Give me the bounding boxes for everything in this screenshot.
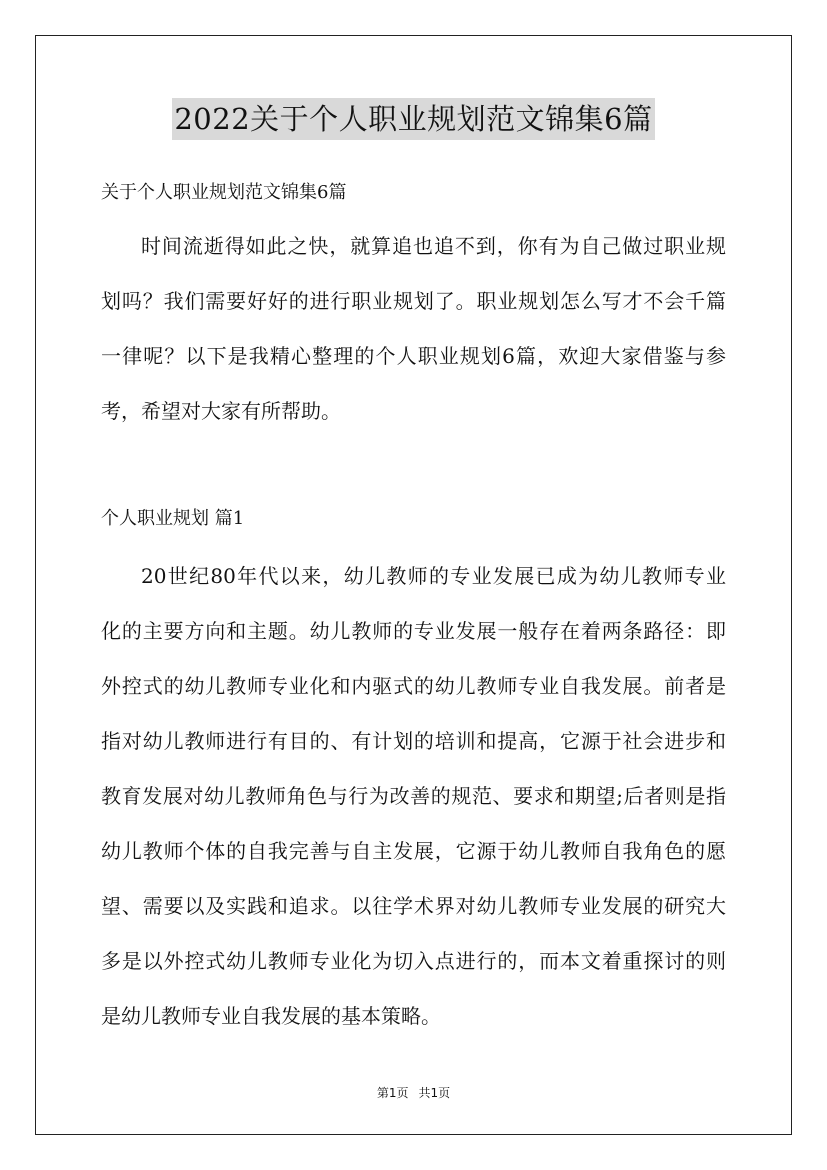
section-heading: 个人职业规划 篇1: [101, 508, 245, 529]
section-line: 教育发展对幼儿教师角色与行为改善的规范、要求和期望;后者则是指: [101, 784, 726, 808]
section-line: 外控式的幼儿教师专业化和内驱式的幼儿教师专业自我发展。前者是: [101, 674, 726, 698]
document-subtitle: 关于个人职业规划范文锦集6篇: [101, 182, 347, 203]
intro-line: 划吗？我们需要好好的进行职业规划了。职业规划怎么写才不会千篇: [101, 289, 726, 313]
section-line: 是幼儿教师专业自我发展的基本策略。: [101, 1004, 441, 1028]
page-total: 共1页: [418, 1086, 451, 1100]
title-container: [0, 98, 827, 140]
section-line: 化的主要方向和主题。幼儿教师的专业发展一般存在着两条路径：即: [101, 619, 726, 643]
section-line: 望、需要以及实践和追求。以往学术界对幼儿教师专业发展的研究大: [101, 894, 726, 918]
section-line: 多是以外控式幼儿教师专业化为切入点进行的，而本文着重探讨的则: [101, 949, 726, 973]
section-line: 指对幼儿教师进行有目的、有计划的培训和提高，它源于社会进步和: [101, 729, 726, 753]
section-line: 幼儿教师个体的自我完善与自主发展，它源于幼儿教师自我角色的愿: [101, 839, 726, 863]
page-footer: [0, 1084, 827, 1101]
intro-line: 一律呢？以下是我精心整理的个人职业规划6篇，欢迎大家借鉴与参: [101, 344, 726, 368]
page-number: 第1页: [376, 1086, 409, 1100]
section-line: 20世纪80年代以来，幼儿教师的专业发展已成为幼儿教师专业: [141, 564, 726, 588]
intro-line: 时间流逝得如此之快，就算追也追不到，你有为自己做过职业规: [141, 234, 726, 258]
document-title: 2022关于个人职业规划范文锦集6篇: [172, 98, 654, 140]
intro-line: 考，希望对大家有所帮助。: [101, 399, 341, 423]
